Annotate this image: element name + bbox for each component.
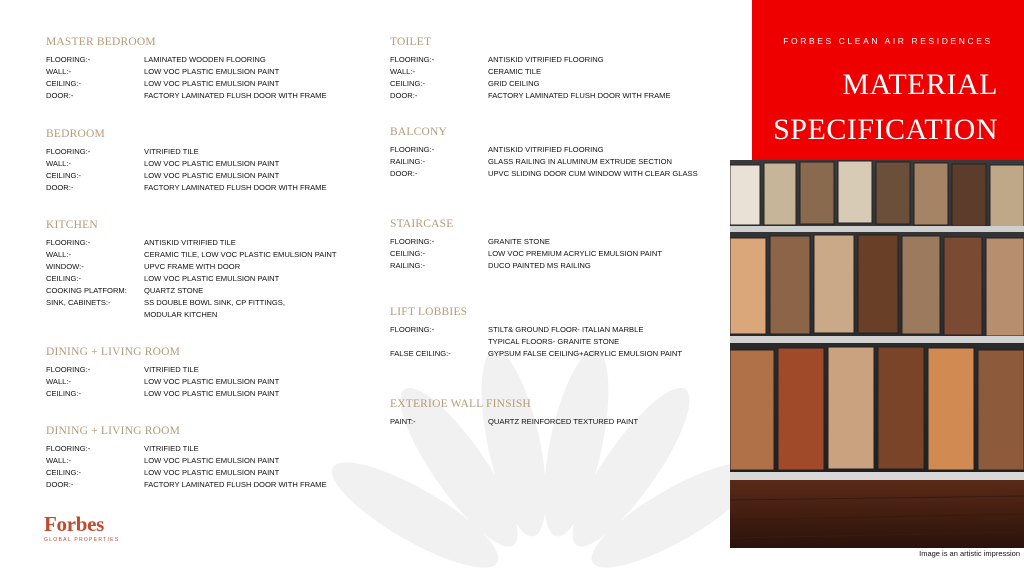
section-title: KITCHEN [46,219,98,231]
spec-label: FLOORING:- [390,55,435,64]
spec-label: FLOORING:- [46,147,91,156]
spec-row [46,146,327,158]
spec-label: RAILING:- [390,157,426,166]
spec-label: FLOORING:- [46,365,91,374]
spec-label: WALL:- [46,250,72,259]
spec-value: FACTORY LAMINATED FLUSH DOOR WITH FRAME [144,183,327,192]
section-title: EXTERIOE WALL FINSISH [390,398,531,410]
spec-value: LOW VOC PLASTIC EMULSION PAINT [144,171,280,180]
spec-label: DOOR:- [46,91,74,100]
spec-value: LOW VOC PLASTIC EMULSION PAINT [144,79,280,88]
spec-section-dining-living-2 [46,425,327,491]
spec-label: COOKING PLATFORM: [46,286,127,295]
spec-row [390,236,662,248]
spec-row [46,90,327,102]
spec-label: FLOORING:- [390,237,435,246]
spec-label: FLOORING:- [46,55,91,64]
spec-label: DOOR:- [46,480,74,489]
spec-value: STILT& GROUND FLOOR- ITALIAN MARBLE [488,325,644,334]
spec-value: GLASS RAILING IN ALUMINUM EXTRUDE SECTION [488,157,672,166]
spec-row [46,54,327,66]
forbes-logo [44,513,119,543]
spec-label: FLOORING:- [46,444,91,453]
spec-row [46,297,337,309]
spec-value: VITRIFIED TILE [144,147,199,156]
spec-label: FLOORING:- [46,238,91,247]
spec-value: QUARTZ STONE [144,286,204,295]
spec-row [46,376,279,388]
logo-wordmark: Forbes [44,512,105,536]
spec-row [46,467,327,479]
spec-value: GYPSUM FALSE CEILING+ACRYLIC EMULSION PAINT [488,349,683,358]
spec-label: FLOORING:- [390,145,435,154]
spec-value: LOW VOC PREMIUM ACRYLIC EMULSION PAINT [488,249,662,258]
page-title-line-1: MATERIAL [842,68,998,101]
spec-value: CERAMIC TILE, LOW VOC PLASTIC EMULSION PAINT [144,250,337,259]
spec-label: CEILING:- [390,79,426,88]
spec-value: LOW VOC PLASTIC EMULSION PAINT [144,67,280,76]
section-title: DINING + LIVING ROOM [46,346,181,358]
spec-row [46,182,327,194]
page-title-line-2: SPECIFICATION [773,113,998,146]
spec-row [390,156,698,168]
spec-section-dining-living-1 [46,346,279,400]
spec-label: DOOR:- [46,183,74,192]
spec-row [46,261,337,273]
spec-label [46,309,144,321]
spec-row [390,54,671,66]
spec-value: LOW VOC PLASTIC EMULSION PAINT [144,456,280,465]
section-title: BEDROOM [46,128,105,140]
spec-value: FACTORY LAMINATED FLUSH DOOR WITH FRAME [488,91,671,100]
spec-value: UPVC FRAME WITH DOOR [144,262,241,271]
spec-label: WALL:- [46,159,72,168]
spec-value: LOW VOC PLASTIC EMULSION PAINT [144,159,280,168]
spec-row [390,248,662,260]
spec-row [46,285,337,297]
spec-section-master-bedroom [46,36,327,102]
spec-row [390,66,671,78]
spec-section-staircase [390,218,662,272]
spec-value: DUCO PAINTED MS RAILING [488,261,591,270]
spec-row [46,273,337,285]
spec-label: WINDOW:- [46,262,84,271]
logo-subtitle: GLOBAL PROPERTIES [44,537,120,543]
spec-section-exterior-wall [390,398,638,428]
spec-section-lift-lobbies [390,306,682,360]
spec-label: CEILING:- [46,171,82,180]
spec-row [46,455,327,467]
spec-value: ANTISKID VITRIFIED TILE [144,238,236,247]
spec-row [46,237,337,249]
spec-row [390,336,682,348]
spec-value: ANTISKID VITRIFIED FLOORING [488,145,604,154]
spec-row [390,260,662,272]
spec-row [46,388,279,400]
spec-label: WALL:- [390,67,416,76]
spec-section-toilet [390,36,671,102]
spec-value: FACTORY LAMINATED FLUSH DOOR WITH FRAME [144,91,327,100]
spec-value: VITRIFIED TILE [144,444,199,453]
spec-label: RAILING:- [390,261,426,270]
spec-row [390,168,698,180]
section-title: BALCONY [390,126,447,138]
spec-label: WALL:- [46,67,72,76]
spec-row [390,416,638,428]
spec-section-balcony [390,126,698,180]
spec-row [46,78,327,90]
spec-value: GRID CEILING [488,79,540,88]
spec-label: CEILING:- [46,389,82,398]
section-title: MASTER BEDROOM [46,36,156,48]
section-title: DINING + LIVING ROOM [46,425,181,437]
section-title: STAIRCASE [390,218,454,230]
spec-value: LAMINATED WOODEN FLOORING [144,55,266,64]
spec-value: UPVC SLIDING DOOR CUM WINDOW WITH CLEAR GLASS [488,169,698,178]
spec-row [390,90,671,102]
spec-row [390,144,698,156]
spec-value: LOW VOC PLASTIC EMULSION PAINT [144,389,280,398]
spec-label: WALL:- [46,377,72,386]
spec-value: QUARTZ REINFORCED TEXTURED PAINT [488,417,639,426]
spec-value: LOW VOC PLASTIC EMULSION PAINT [144,468,280,477]
spec-label: CEILING:- [46,468,82,477]
spec-row [46,443,327,455]
spec-value: LOW VOC PLASTIC EMULSION PAINT [144,274,280,283]
spec-value: CERAMIC TILE [488,67,542,76]
section-title: TOILET [390,36,432,48]
spec-row [46,309,337,321]
spec-row [46,479,327,491]
section-title: LIFT LOBBIES [390,306,468,318]
spec-label: CEILING:- [390,249,426,258]
spec-value: ANTISKID VITRIFIED FLOORING [488,55,604,64]
spec-label: FALSE CEILING:- [390,349,451,358]
spec-value: VITRIFIED TILE [144,365,199,374]
spec-row [46,66,327,78]
spec-value: LOW VOC PLASTIC EMULSION PAINT [144,377,280,386]
spec-label: DOOR:- [390,169,418,178]
spec-value: MODULAR KITCHEN [144,310,218,319]
spec-row [46,249,337,261]
image-caption: Image is an artistic impression [919,549,1020,558]
spec-section-kitchen [46,219,337,321]
spec-label: CEILING:- [46,79,82,88]
spec-row [46,170,327,182]
spec-label: CEILING:- [46,274,82,283]
spec-label: PAINT:- [390,417,416,426]
spec-value: GRANITE STONE [488,237,550,246]
spec-label [390,336,488,348]
spec-label: FLOORING:- [390,325,435,334]
spec-value: FACTORY LAMINATED FLUSH DOOR WITH FRAME [144,480,327,489]
spec-row [46,364,279,376]
spec-row [46,158,327,170]
spec-label: WALL:- [46,456,72,465]
spec-value: TYPICAL FLOORS- GRANITE STONE [488,337,620,346]
spec-label: DOOR:- [390,91,418,100]
flooring-samples-image [730,160,1024,548]
spec-row [390,324,682,336]
spec-label: SINK, CABINETS:- [46,298,111,307]
spec-row [390,348,682,360]
spec-row [390,78,671,90]
project-name: FORBES CLEAN AIR RESIDENCES [783,36,993,46]
spec-value: SS DOUBLE BOWL SINK, CP FITTINGS, [144,298,285,307]
spec-section-bedroom [46,128,327,194]
